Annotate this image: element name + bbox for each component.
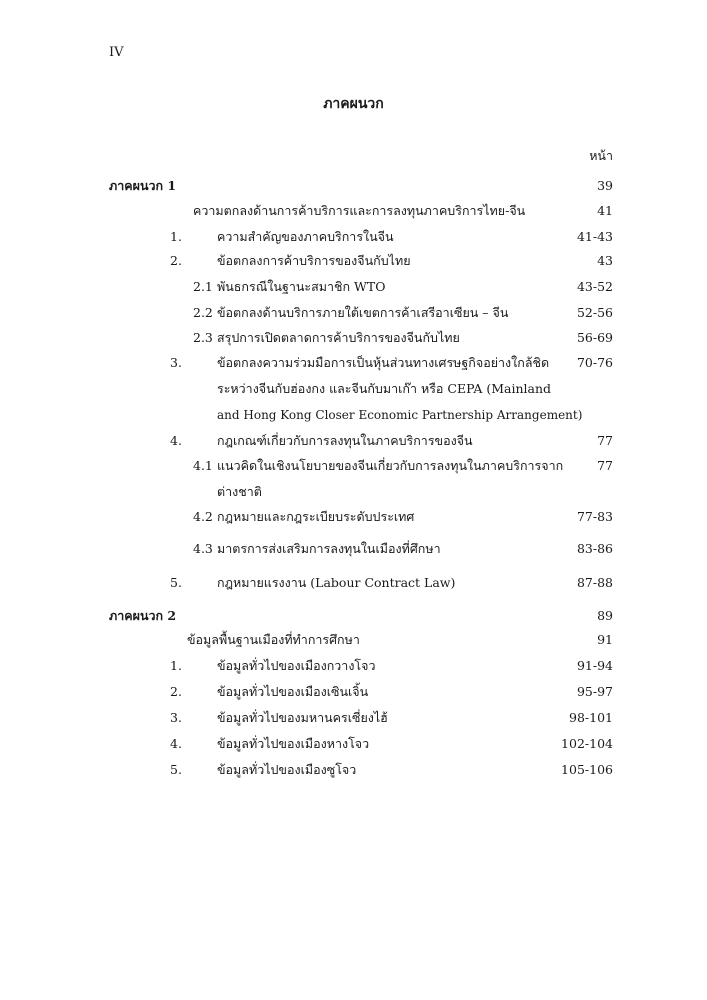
appendix-1-heading: ภาคผนวก 1 <box>109 178 177 193</box>
toc-entry-subnumber: 2.2 <box>193 305 213 320</box>
toc-entry-page: 41 <box>597 203 613 218</box>
toc-entry-text: ข้อมูลทั่วไปของเมืองกวางโจว <box>217 658 376 673</box>
toc-entry-subnumber: 2.1 <box>193 279 213 294</box>
toc-entry-subnumber: 4.2 <box>193 509 213 524</box>
toc-entry-text: แนวคิดในเชิงนโยบายของจีนเกี่ยวกับการลงทุนในภาคบริการจาก <box>217 458 564 473</box>
toc-entry-text: กฎเกณฑ์เกี่ยวกับการลงทุนในภาคบริการของจีน <box>217 433 473 448</box>
toc-entry-text: กฎหมายและกฎระเบียบระดับประเทศ <box>217 509 415 524</box>
toc-entry-page: 77 <box>597 458 613 473</box>
toc-entry-text: ข้อมูลทั่วไปของมหานครเซี่ยงไฮ้ <box>217 710 388 725</box>
toc-entry-text: ข้อมูลทั่วไปของเมืองเซินเจิ้น <box>217 684 369 699</box>
toc-entry-page: 52-56 <box>576 305 613 320</box>
toc-entry-text: ความสำคัญของภาคบริการในจีน <box>217 229 394 244</box>
toc-entry-page: 87-88 <box>576 575 613 590</box>
appendix-1-page: 39 <box>597 178 613 193</box>
toc-entry-page: 43-52 <box>576 279 613 294</box>
page-title: ภาคผนวก <box>323 96 384 112</box>
toc-entry-subnumber: 4.1 <box>193 458 213 473</box>
toc-entry-page: 70-76 <box>576 355 613 370</box>
toc-entry-page: 98-101 <box>569 710 613 725</box>
toc-entry-text: พันธกรณีในฐานะสมาชิก WTO <box>217 279 386 294</box>
toc-entry-text: สรุปการเปิดตลาดการค้าบริการของจีนกับไทย <box>217 330 460 345</box>
toc-entry-page: 95-97 <box>576 684 613 699</box>
toc-entry-page: 77 <box>597 433 613 448</box>
appendix-2-heading: ภาคผนวก 2 <box>109 608 177 623</box>
toc-entry-number: 3. <box>170 355 182 370</box>
toc-entry-subnumber: 4.3 <box>193 541 213 556</box>
page-column-header: หน้า <box>589 148 613 163</box>
toc-entry-page: 102-104 <box>561 736 613 751</box>
toc-entry-number: 1. <box>170 658 182 673</box>
toc-entry-text: ข้อตกลงด้านบริการภายใต้เขตการค้าเสรีอาเซียน – จีน <box>217 305 509 320</box>
toc-entry-page: 91-94 <box>576 658 613 673</box>
toc-entry-number: 1. <box>170 229 182 244</box>
toc-entry-subnumber: 2.3 <box>193 330 213 345</box>
toc-entry-number: 2. <box>170 253 182 268</box>
toc-entry-page: 83-86 <box>576 541 613 556</box>
appendix-2-page: 89 <box>597 608 613 623</box>
toc-entry-text: มาตรการส่งเสริมการลงทุนในเมืองที่ศึกษา <box>217 541 441 556</box>
toc-entry-text-continued: ต่างชาติ <box>217 484 262 499</box>
toc-entry-text-continued: and Hong Kong Closer Economic Partnership Arrangement) <box>217 408 583 422</box>
toc-entry-number: 4. <box>170 736 182 751</box>
toc-entry-page: 91 <box>597 632 613 647</box>
toc-entry-page: 77-83 <box>576 509 613 524</box>
toc-entry-number: 2. <box>170 684 182 699</box>
toc-entry-text: ข้อมูลทั่วไปของเมืองซูโจว <box>217 762 357 777</box>
toc-entry-text: ความตกลงด้านการค้าบริการและการลงทุนภาคบริการไทย-จีน <box>193 203 526 218</box>
page-number: IV <box>109 45 124 60</box>
toc-entry-number: 5. <box>170 762 182 777</box>
toc-entry-text-continued: ระหว่างจีนกับฮ่องกง และจีนกับมาเก๊า หรือ CEPA (Mainland <box>217 381 552 396</box>
toc-entry-text: ข้อมูลพื้นฐานเมืองที่ทำการศึกษา <box>187 632 360 647</box>
toc-entry-text: กฎหมายแรงงาน (Labour Contract Law) <box>217 575 456 590</box>
toc-entry-text: ข้อมูลทั่วไปของเมืองหางโจว <box>217 736 370 751</box>
toc-entry-page: 56-69 <box>576 330 613 345</box>
toc-entry-page: 105-106 <box>561 762 613 777</box>
toc-entry-number: 3. <box>170 710 182 725</box>
toc-entry-number: 4. <box>170 433 182 448</box>
toc-entry-number: 5. <box>170 575 182 590</box>
toc-entry-text: ข้อตกลงการค้าบริการของจีนกับไทย <box>217 253 411 268</box>
toc-entry-page: 43 <box>597 253 613 268</box>
toc-entry-text: ข้อตกลงความร่วมมือการเป็นหุ้นส่วนทางเศรษฐกิจอย่างใกล้ชิด <box>217 355 550 370</box>
toc-entry-page: 41-43 <box>576 229 613 244</box>
